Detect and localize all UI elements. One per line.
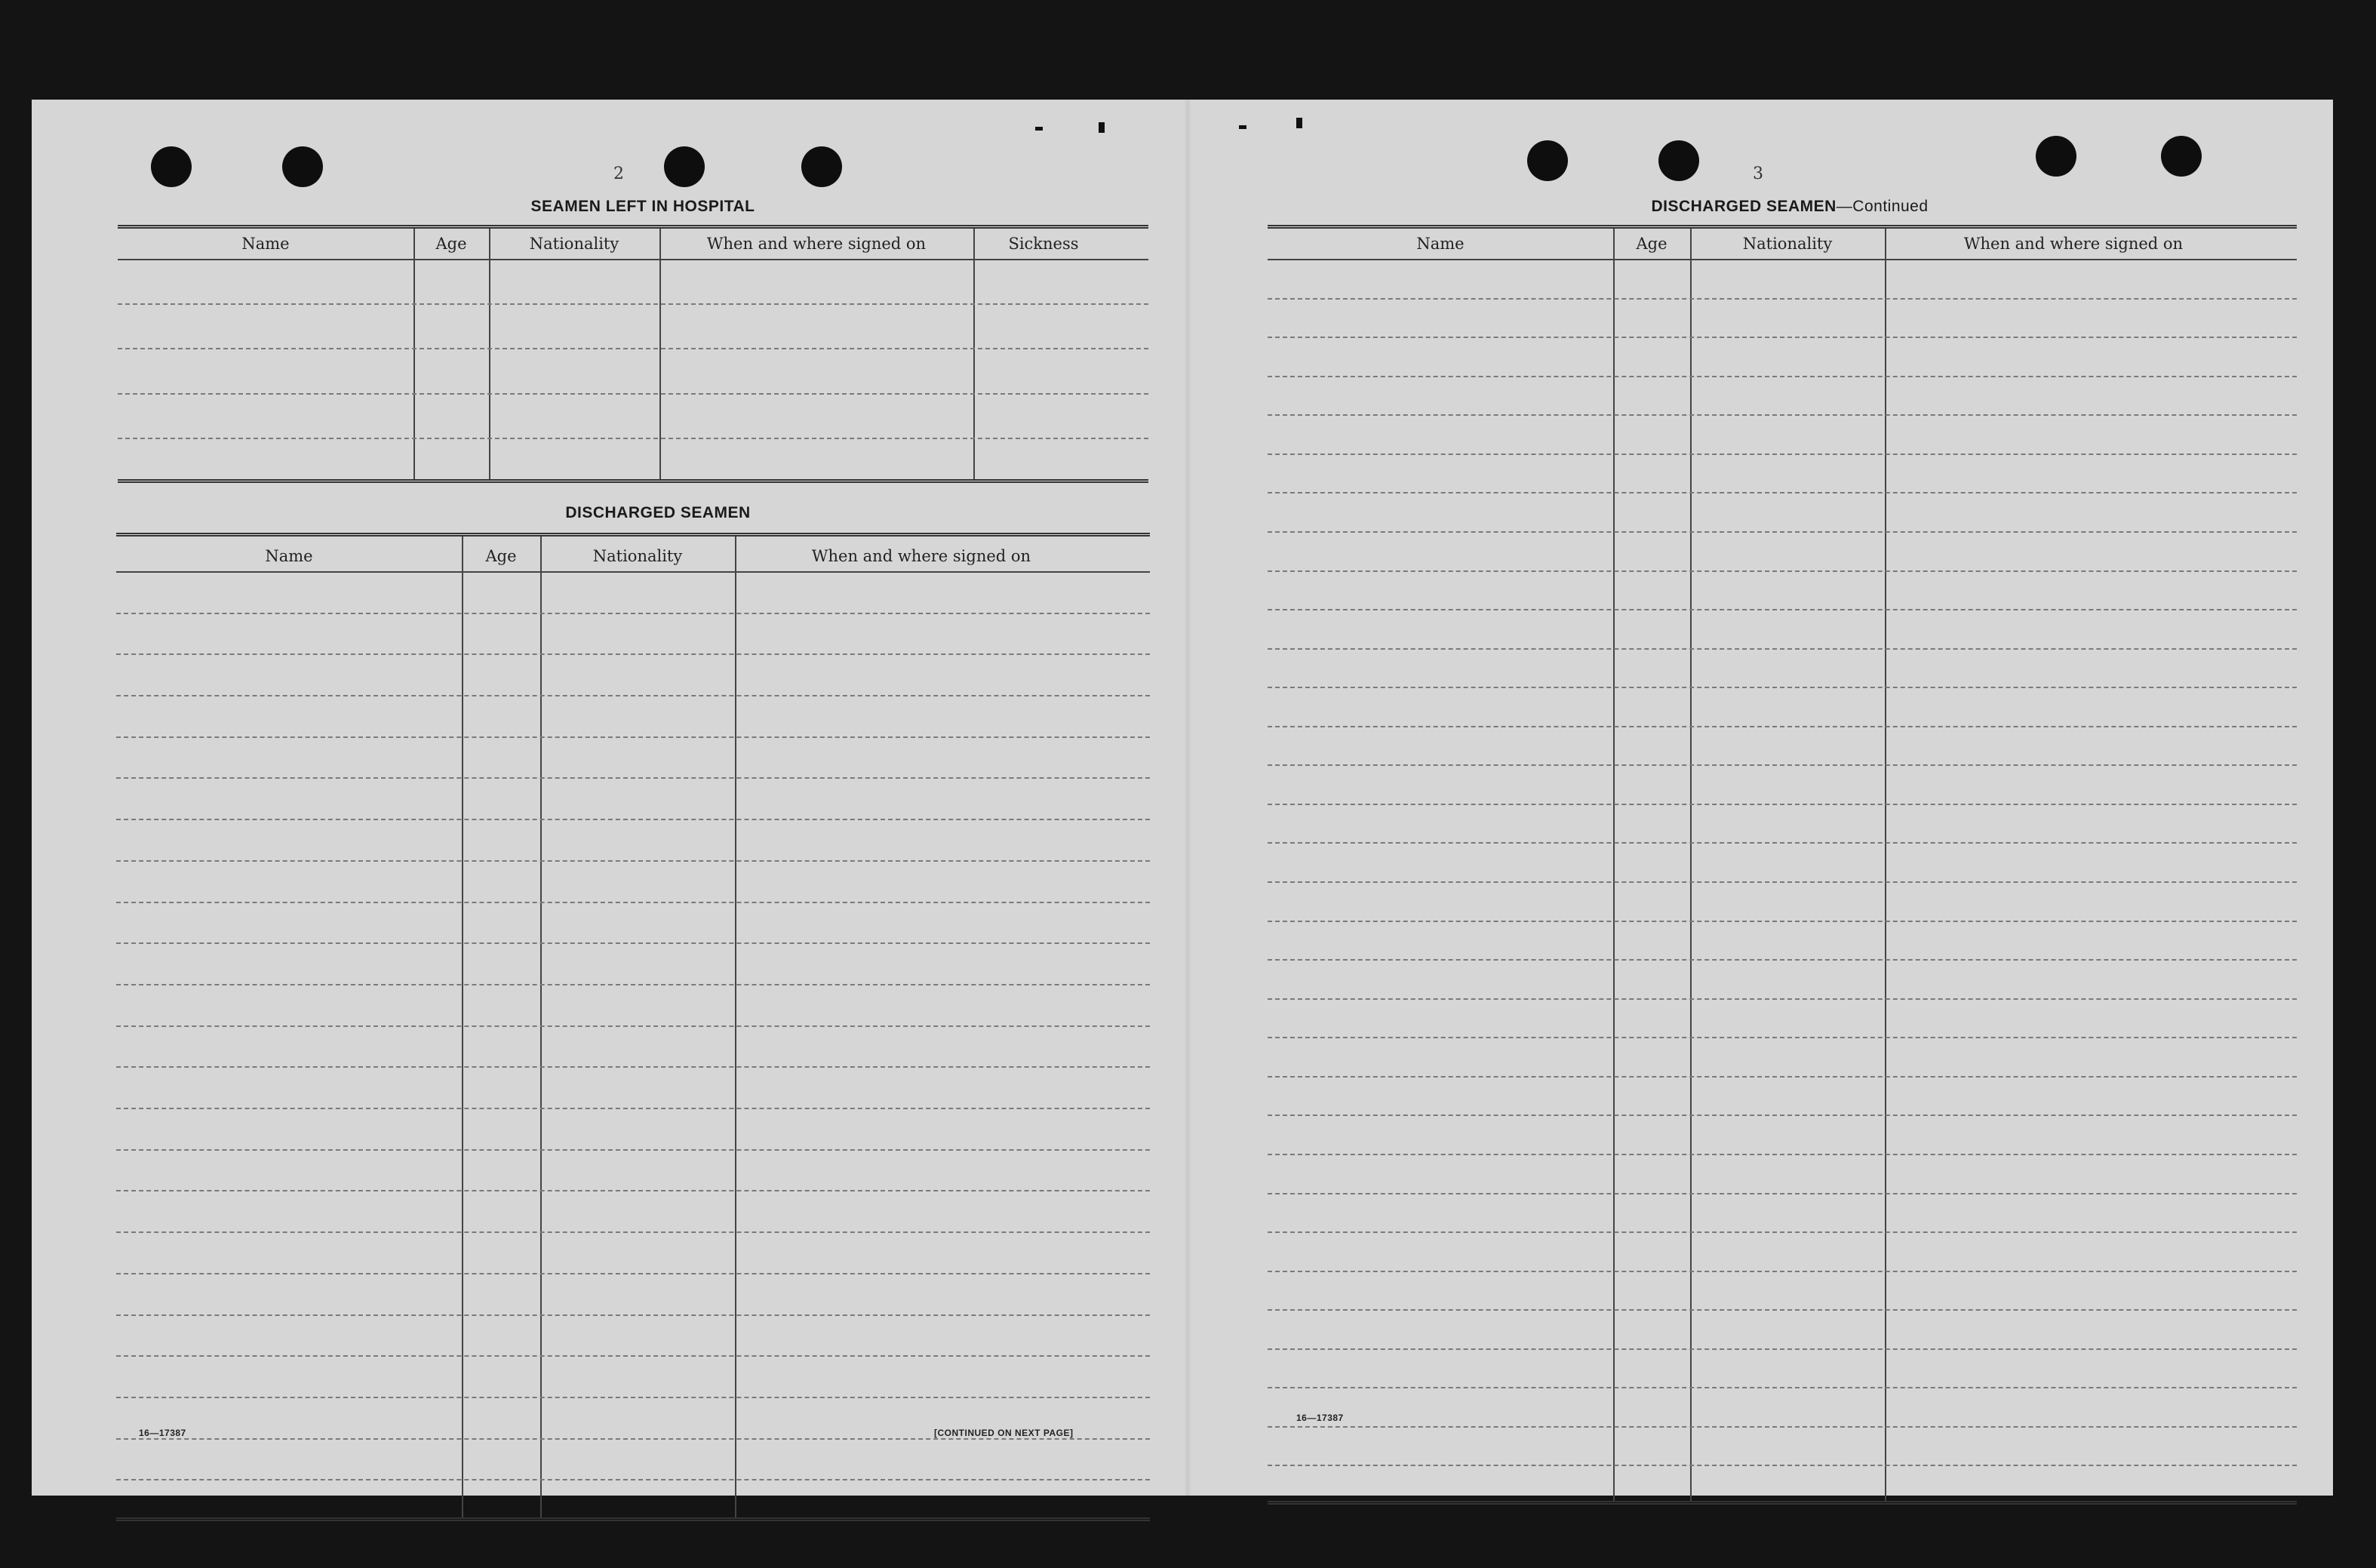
column-header: Nationality xyxy=(529,235,619,253)
table-row[interactable] xyxy=(1268,921,2297,922)
table-row[interactable] xyxy=(1268,998,2297,1000)
table-row[interactable] xyxy=(116,1479,1150,1480)
table-row[interactable] xyxy=(118,303,1148,305)
table-row[interactable] xyxy=(116,1066,1150,1068)
table-row[interactable] xyxy=(1268,570,2297,572)
table-row[interactable] xyxy=(116,653,1150,655)
scanned-document-sheet xyxy=(32,100,2333,1496)
column-divider xyxy=(462,537,463,1517)
table-row[interactable] xyxy=(116,1355,1150,1357)
table-row[interactable] xyxy=(1268,298,2297,300)
table-row[interactable] xyxy=(116,736,1150,738)
column-divider xyxy=(489,229,490,479)
table-row[interactable] xyxy=(1268,1115,2297,1116)
table-row[interactable] xyxy=(1268,453,2297,455)
table-row[interactable] xyxy=(116,695,1150,696)
ink-mark xyxy=(1035,127,1043,131)
table-header-rule xyxy=(1268,259,2297,260)
ink-mark xyxy=(1239,125,1246,129)
discharged-continued-table xyxy=(1268,225,2297,1505)
table-row[interactable] xyxy=(1268,1271,2297,1272)
table-row[interactable] xyxy=(1268,764,2297,766)
form-number: 16—17387 xyxy=(1296,1413,1344,1423)
table-row[interactable] xyxy=(1268,609,2297,610)
table-row[interactable] xyxy=(1268,726,2297,727)
column-divider xyxy=(540,537,542,1517)
column-header: Name xyxy=(1416,235,1465,253)
column-header: Name xyxy=(241,235,290,253)
section-title-text: DISCHARGED SEAMEN xyxy=(1651,198,1837,215)
table-row[interactable] xyxy=(116,613,1150,614)
table-row[interactable] xyxy=(116,1149,1150,1151)
continued-note: [CONTINUED ON NEXT PAGE] xyxy=(934,1428,1074,1438)
table-row[interactable] xyxy=(1268,1426,2297,1428)
table-row[interactable] xyxy=(116,860,1150,862)
section-title-suffix: —Continued xyxy=(1836,198,1929,215)
table-row[interactable] xyxy=(1268,1387,2297,1388)
table-row[interactable] xyxy=(118,438,1148,439)
section-title-hospital xyxy=(439,198,847,216)
table-row[interactable] xyxy=(1268,1154,2297,1155)
punch-hole xyxy=(2036,136,2076,177)
table-header-rule xyxy=(118,259,1148,260)
table-row[interactable] xyxy=(116,1025,1150,1027)
page-number: 3 xyxy=(1753,164,1763,183)
column-header: When and where signed on xyxy=(1963,235,2184,253)
table-row[interactable] xyxy=(116,1273,1150,1274)
column-divider xyxy=(413,229,415,479)
column-header: When and where signed on xyxy=(706,235,927,253)
table-row[interactable] xyxy=(116,819,1150,820)
punch-hole xyxy=(151,146,192,187)
table-row[interactable] xyxy=(1268,1231,2297,1233)
table-row[interactable] xyxy=(1268,648,2297,650)
section-title-text: SEAMEN LEFT IN HOSPITAL xyxy=(530,198,755,215)
table-row[interactable] xyxy=(1268,959,2297,961)
table-row[interactable] xyxy=(1268,414,2297,416)
column-divider xyxy=(735,537,736,1517)
column-header: Age xyxy=(435,235,467,253)
table-row[interactable] xyxy=(116,942,1150,944)
column-header: Name xyxy=(265,547,313,565)
table-row[interactable] xyxy=(1268,1348,2297,1350)
table-row[interactable] xyxy=(1268,376,2297,377)
table-row[interactable] xyxy=(1268,804,2297,805)
table-row[interactable] xyxy=(1268,337,2297,338)
punch-hole xyxy=(2161,136,2202,177)
table-row[interactable] xyxy=(116,1231,1150,1233)
table-row[interactable] xyxy=(116,1314,1150,1316)
table-row[interactable] xyxy=(1268,1037,2297,1038)
table-row[interactable] xyxy=(1268,531,2297,533)
page-number: 2 xyxy=(613,164,624,183)
table-row[interactable] xyxy=(1268,1076,2297,1078)
punch-hole xyxy=(1527,140,1568,181)
column-header: Age xyxy=(1636,235,1668,253)
punch-hole xyxy=(1658,140,1699,181)
table-row[interactable] xyxy=(116,1190,1150,1191)
column-header: Sickness xyxy=(1008,235,1079,253)
column-divider xyxy=(973,229,975,479)
form-number: 16—17387 xyxy=(139,1428,186,1438)
column-header: Nationality xyxy=(1742,235,1833,253)
section-title-discharged-continued xyxy=(1526,198,2054,216)
punch-hole xyxy=(664,146,705,187)
column-divider xyxy=(659,229,661,479)
table-row[interactable] xyxy=(116,984,1150,985)
column-header: Nationality xyxy=(592,547,683,565)
section-title-text: DISCHARGED SEAMEN xyxy=(565,504,751,521)
table-row[interactable] xyxy=(1268,1465,2297,1466)
hospital-table xyxy=(118,225,1148,483)
table-row[interactable] xyxy=(118,393,1148,395)
punch-hole xyxy=(801,146,842,187)
punch-hole xyxy=(282,146,323,187)
table-row[interactable] xyxy=(1268,492,2297,493)
ink-mark xyxy=(1099,122,1105,133)
table-row[interactable] xyxy=(1268,687,2297,688)
section-title-discharged xyxy=(447,504,869,522)
table-row[interactable] xyxy=(1268,881,2297,883)
ink-mark xyxy=(1296,118,1302,128)
table-row[interactable] xyxy=(1268,1309,2297,1311)
table-row[interactable] xyxy=(1268,1193,2297,1194)
table-row[interactable] xyxy=(1268,842,2297,844)
column-header: Age xyxy=(485,547,517,565)
table-row[interactable] xyxy=(116,902,1150,903)
table-header-rule xyxy=(116,571,1150,573)
table-row[interactable] xyxy=(116,1397,1150,1398)
page-fold xyxy=(1185,100,1191,1496)
column-header: When and where signed on xyxy=(811,547,1031,565)
table-row[interactable] xyxy=(118,348,1148,349)
table-row[interactable] xyxy=(116,1108,1150,1109)
table-row[interactable] xyxy=(116,777,1150,779)
discharged-table xyxy=(116,533,1150,1521)
